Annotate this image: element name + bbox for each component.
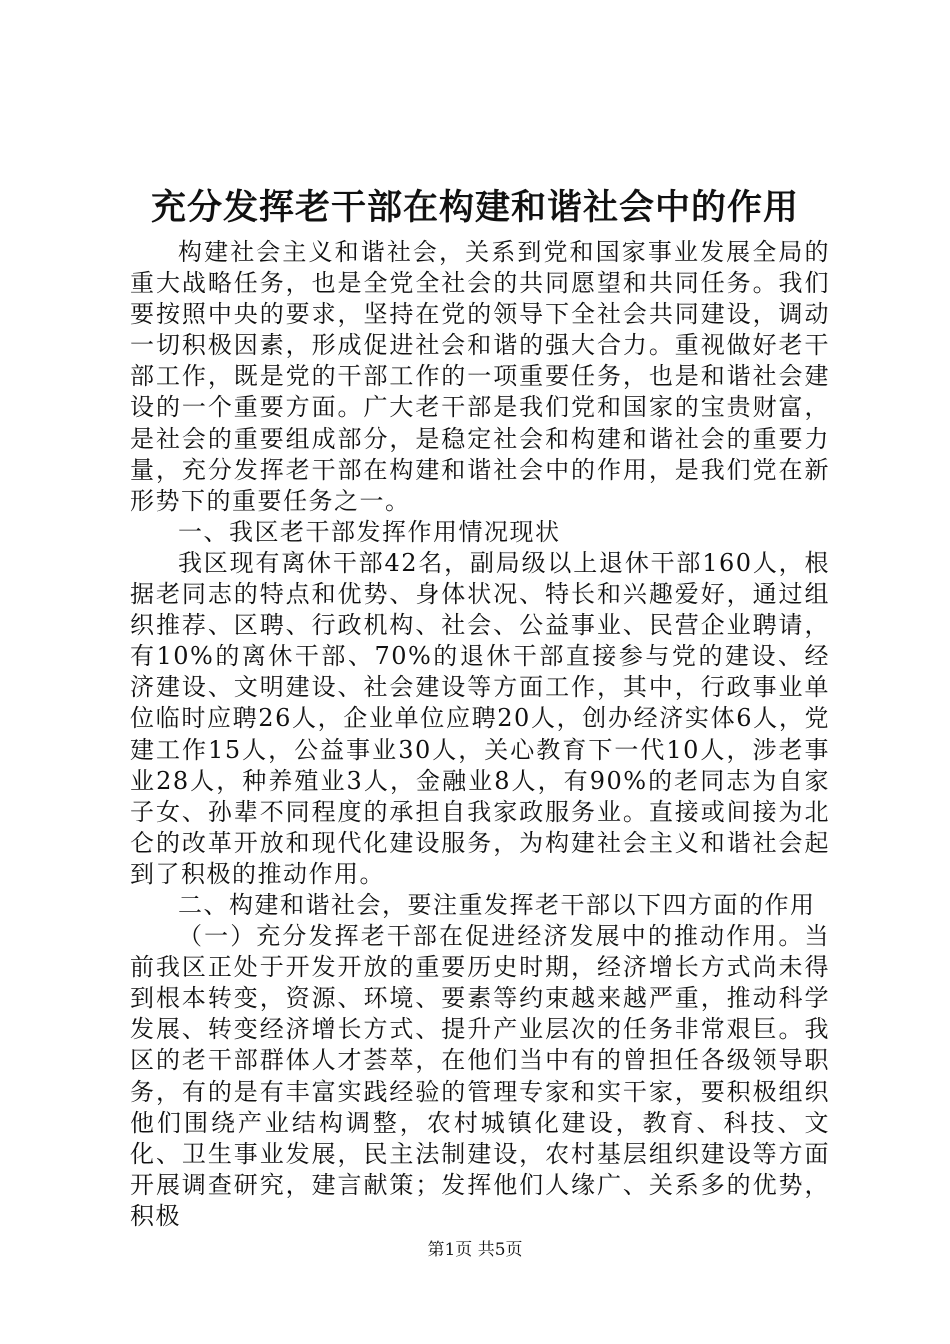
document-body	[130, 237, 830, 1232]
section-heading-1: 一、我区老干部发挥作用情况现状	[178, 517, 561, 546]
document-title: 充分发挥老干部在构建和谐社会中的作用	[150, 188, 799, 228]
economic-role-paragraph: （一）充分发挥老干部在促进经济发展中的推动作用。当前我区正处于开发开放的重要历史时期，经济增长方式尚未得到根本转变，资源、环境、要素等约束越来越严重，推动科学发展、转变经济增长方式、提升产业层次的任务非常艰巨。我区的老干部群体人才荟萃，在他们当中有的曾担任各级领导职务，有的是有丰富实践经验的管理专家和实干家，要积极组织他们围绕产业结构调整，农村城镇化建设，教育、科技、文化、卫生事业发展，民主法制建设，农村基层组织建设等方面开展调查研究，建言献策；发挥他们人缘广、关系多的优势，积极	[130, 922, 830, 1230]
intro-paragraph: 构建社会主义和谐社会，关系到党和国家事业发展全局的重大战略任务，也是全党全社会的共同愿望和共同任务。我们要按照中央的要求，坚持在党的领导下全社会共同建设，调动一切积极因素，形成促进社会和谐的强大合力。重视做好老干部工作，既是党的干部工作的一项重要任务，也是和谐社会建设的一个重要方面。广大老干部是我们党和国家的宝贵财富，是社会的重要组成部分，是稳定社会和构建和谐社会的重要力量，充分发挥老干部在构建和谐社会中的作用，是我们党在新形势下的重要任务之一。	[130, 238, 830, 515]
section-heading-2: 二、构建和谐社会，要注重发挥老干部以下四方面的作用	[178, 890, 816, 919]
page-footer: 第1页 共5页	[427, 1240, 523, 1260]
status-paragraph: 我区现有离休干部42名，副局级以上退休干部160人，根据老同志的特点和优势、身体状况、特长和兴趣爱好，通过组织推荐、区聘、行政机构、社会、公益事业、民营企业聘请，有10%的离休干部、70%的退休干部直接参与党的建设、经济建设、文明建设、社会建设等方面工作，其中，行政事业单位临时应聘26人，企业单位应聘20人，创办经济实体6人，党建工作15人，公益事业30人，关心教育下一代10人，涉老事业28人，种养殖业3人，金融业8人，有90%的老同志为自家子女、孙辈不同程度的承担自我家政服务业。直接或间接为北仑的改革开放和现代化建设服务，为构建社会主义和谐社会起到了积极的推动作用。	[130, 548, 830, 888]
